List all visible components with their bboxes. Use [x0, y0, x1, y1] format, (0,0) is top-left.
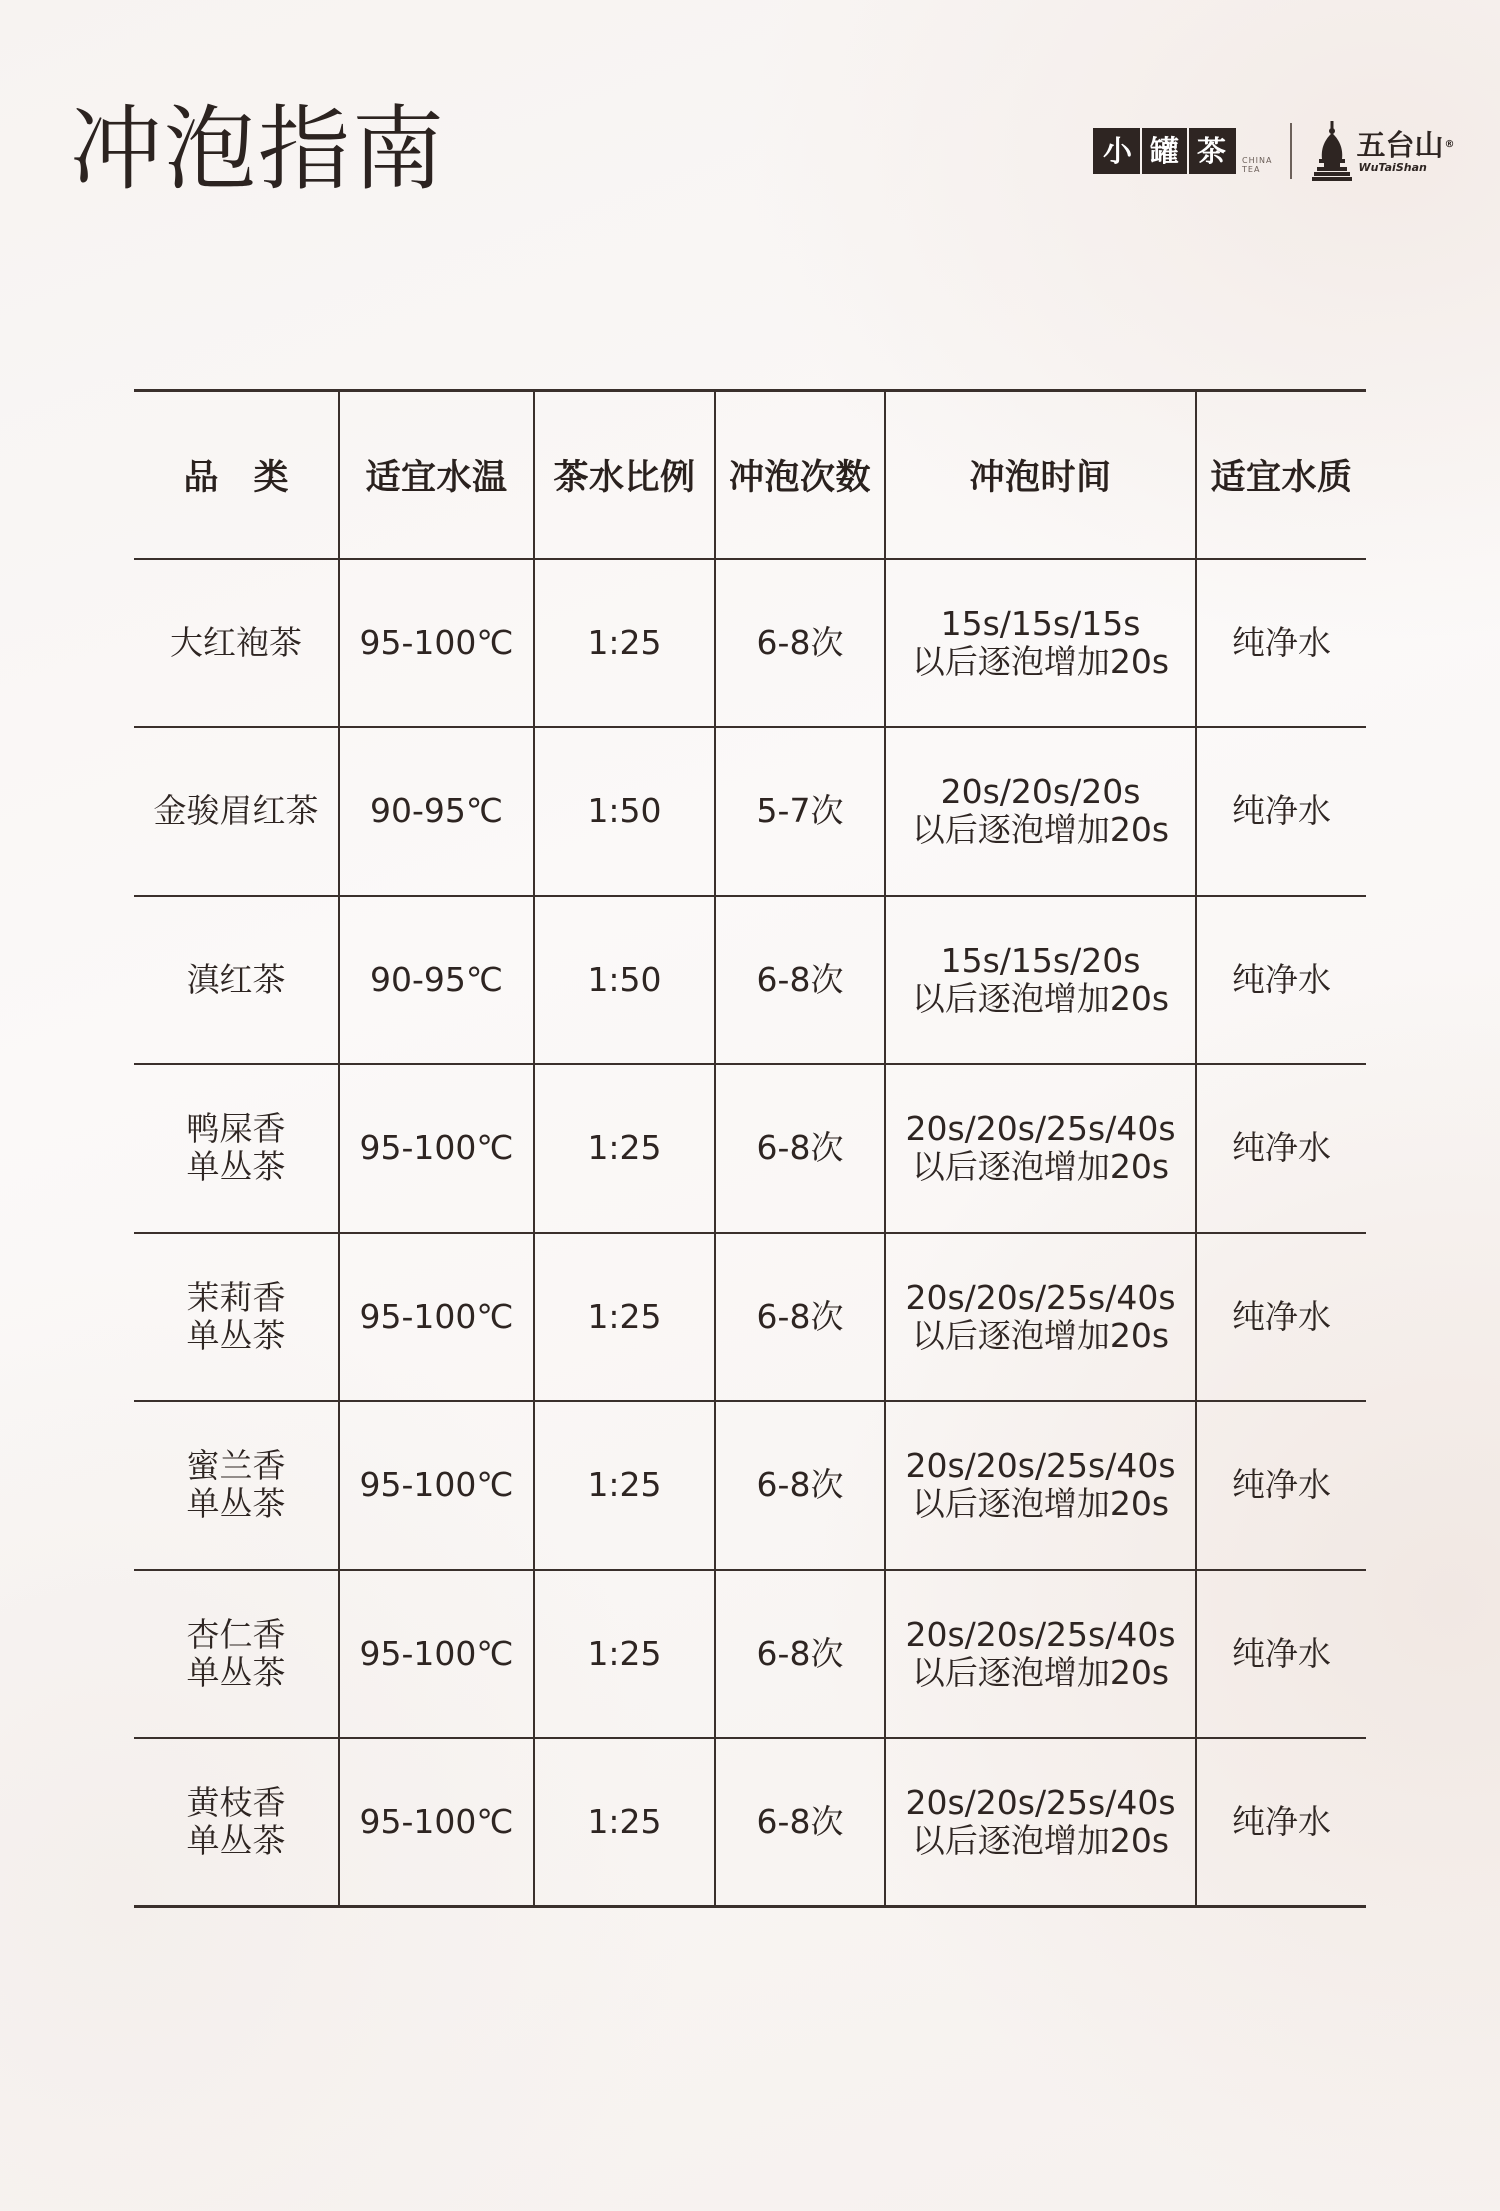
brand-sub-line: CHINA — [1242, 156, 1273, 165]
cell-category — [134, 1570, 339, 1739]
cell-temperature: 95-100℃ — [339, 1064, 534, 1233]
time-line: 以后逐泡增加20s — [911, 810, 1170, 850]
cell-water: 纯净水 — [1196, 1570, 1366, 1739]
category-line: 金骏眉红茶 — [153, 791, 319, 831]
cell-ratio: 1:25 — [534, 1570, 715, 1739]
cell-count: 5-7次 — [715, 727, 885, 896]
table-row — [134, 1064, 1366, 1233]
cell-ratio: 1:50 — [534, 727, 715, 896]
logo-divider — [1290, 123, 1292, 179]
time-line: 20s/20s/25s/40s — [905, 1277, 1176, 1317]
header-count: 冲泡次数 — [715, 391, 885, 559]
cell-count: 6-8次 — [715, 559, 885, 728]
cell-temperature: 95-100℃ — [339, 1738, 534, 1907]
cell-category — [134, 1064, 339, 1233]
cell-category — [134, 1401, 339, 1570]
time-line: 以后逐泡增加20s — [911, 978, 1170, 1018]
time-line: 以后逐泡增加20s — [911, 1315, 1170, 1355]
cell-time — [885, 559, 1196, 728]
cell-time — [885, 1570, 1196, 1739]
cell-water: 纯净水 — [1196, 727, 1366, 896]
header-temperature: 适宜水温 — [339, 391, 534, 559]
category-line: 单丛茶 — [186, 1821, 286, 1860]
table-row — [134, 559, 1366, 728]
registered-mark: ® — [1444, 138, 1455, 150]
category-line: 鸭屎香 — [186, 1109, 286, 1149]
category-line: 蜜兰香 — [186, 1446, 286, 1486]
time-line: 15s/15s/15s — [940, 603, 1141, 643]
page-title: 冲泡指南 — [70, 96, 447, 203]
cell-water: 纯净水 — [1196, 1738, 1366, 1907]
cell-category — [134, 1233, 339, 1402]
time-line: 20s/20s/25s/40s — [905, 1614, 1176, 1654]
header-water: 适宜水质 — [1196, 391, 1366, 559]
brand-char: 小 — [1103, 134, 1133, 168]
brand-char: 罐 — [1140, 128, 1187, 174]
xiaoguancha-logo — [1093, 128, 1236, 174]
time-line: 以后逐泡增加20s — [911, 1484, 1170, 1524]
logo-area — [1093, 118, 1454, 184]
time-line: 20s/20s/25s/40s — [905, 1446, 1176, 1486]
cell-category — [134, 559, 339, 728]
wutaishan-en: WuTaiShan — [1358, 160, 1427, 174]
category-line: 单丛茶 — [186, 1652, 286, 1692]
category-line: 杏仁香 — [186, 1614, 286, 1654]
brand-sub-line: TEA — [1242, 165, 1261, 174]
cell-water: 纯净水 — [1196, 896, 1366, 1065]
wutaishan-logo — [1312, 121, 1454, 181]
cell-ratio: 1:25 — [534, 559, 715, 728]
table-row — [134, 1233, 1366, 1402]
table-row — [134, 1738, 1366, 1907]
cell-water: 纯净水 — [1196, 1401, 1366, 1570]
time-line: 以后逐泡增加20s — [911, 641, 1170, 681]
cell-category — [134, 1738, 339, 1907]
table-row — [134, 896, 1366, 1065]
category-line: 滇红茶 — [186, 959, 286, 999]
brewing-guide-table — [134, 389, 1366, 1908]
cell-time — [885, 896, 1196, 1065]
cell-ratio: 1:25 — [534, 1738, 715, 1907]
cell-count: 6-8次 — [715, 896, 885, 1065]
cell-time — [885, 1064, 1196, 1233]
category-line: 单丛茶 — [186, 1484, 286, 1524]
cell-water: 纯净水 — [1196, 1064, 1366, 1233]
wutaishan-cn: 五台山 — [1356, 127, 1444, 162]
cell-time — [885, 1401, 1196, 1570]
cell-time — [885, 1233, 1196, 1402]
cell-water: 纯净水 — [1196, 1233, 1366, 1402]
cell-count: 6-8次 — [715, 1064, 885, 1233]
wutaishan-text — [1356, 129, 1454, 174]
cell-count: 6-8次 — [715, 1401, 885, 1570]
cell-time — [885, 727, 1196, 896]
category-line: 单丛茶 — [186, 1147, 286, 1187]
brand-subtitle — [1242, 128, 1272, 174]
cell-time — [885, 1738, 1196, 1907]
cell-category — [134, 896, 339, 1065]
category-line: 黄枝香 — [186, 1783, 286, 1822]
cell-water: 纯净水 — [1196, 559, 1366, 728]
category-line: 茉莉香 — [186, 1277, 286, 1317]
cell-ratio: 1:25 — [534, 1233, 715, 1402]
category-line: 单丛茶 — [186, 1315, 286, 1355]
time-line: 以后逐泡增加20s — [911, 1821, 1170, 1860]
time-line: 15s/15s/20s — [940, 940, 1141, 980]
time-line: 以后逐泡增加20s — [911, 1652, 1170, 1692]
brand-char: 茶 — [1187, 128, 1234, 174]
cell-category — [134, 727, 339, 896]
table-row — [134, 727, 1366, 896]
cell-temperature: 90-95℃ — [339, 727, 534, 896]
pagoda-icon — [1312, 121, 1352, 181]
header-ratio: 茶水比例 — [534, 391, 715, 559]
time-line: 20s/20s/20s — [940, 772, 1141, 812]
cell-ratio: 1:50 — [534, 896, 715, 1065]
table-row — [134, 1401, 1366, 1570]
cell-temperature: 95-100℃ — [339, 1401, 534, 1570]
cell-count: 6-8次 — [715, 1233, 885, 1402]
time-line: 以后逐泡增加20s — [911, 1147, 1170, 1187]
cell-ratio: 1:25 — [534, 1401, 715, 1570]
time-line: 20s/20s/25s/40s — [905, 1783, 1176, 1822]
table-header-row — [134, 391, 1366, 559]
time-line: 20s/20s/25s/40s — [905, 1109, 1176, 1149]
header-time: 冲泡时间 — [885, 391, 1196, 559]
table-row — [134, 1570, 1366, 1739]
cell-temperature: 90-95℃ — [339, 896, 534, 1065]
cell-count: 6-8次 — [715, 1738, 885, 1907]
cell-temperature: 95-100℃ — [339, 1570, 534, 1739]
cell-temperature: 95-100℃ — [339, 559, 534, 728]
cell-ratio: 1:25 — [534, 1064, 715, 1233]
category-line: 大红袍茶 — [170, 622, 302, 662]
header-category: 品 类 — [183, 457, 289, 498]
cell-count: 6-8次 — [715, 1570, 885, 1739]
cell-temperature: 95-100℃ — [339, 1233, 534, 1402]
